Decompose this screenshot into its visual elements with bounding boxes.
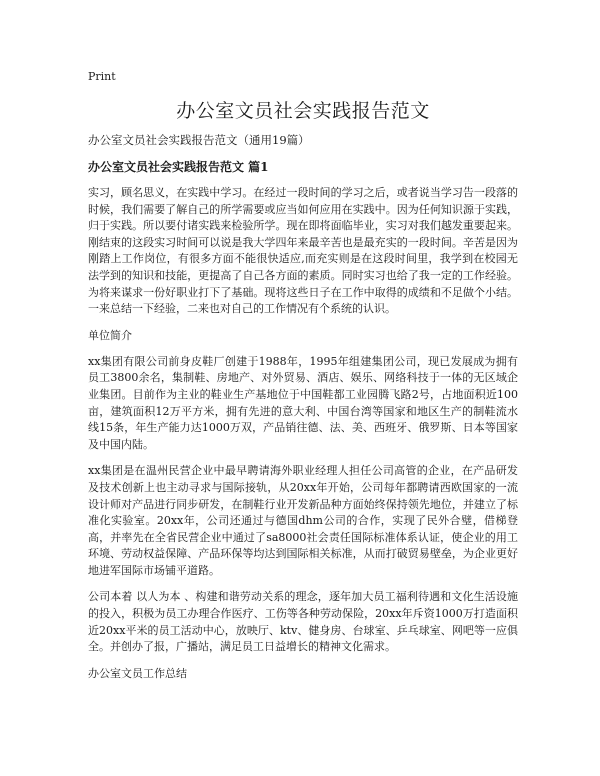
rd-paragraph: xx集团是在温州民营企业中最早聘请海外职业经理人担任公司高管的企业，在产品研发及技术创新上也主动寻求与国际接轨，从20xx年开始，公司每年都聘请西欧国家的一流设计师对产品进行同步研发，在制鞋行业开发新品种方面始终保持领先地位，并建立了标准化实验室。20xx年，公司还通过与德国dhm公司的合作，实现了民外合璧，借梯登高，并率先在全省民营企业中通过了sa8000社会责任国际标准体系认证，使企业的用工环境、劳动权益保障、产品环保等均达到国际相关标准，从而打破贸易壁垒，为企业更好地进军国际市场铺平道路。: [88, 464, 518, 577]
section-heading: 办公室文员社会实践报告范文 篇1: [88, 160, 269, 174]
company-paragraph: xx集团有限公司前身皮鞋厂创建于1988年，1995年组建集团公司，现已发展成为拥有员工3800余名，集制鞋、房地产、对外贸易、酒店、娱乐、网络科技于一体的无区域企业集团。目前作为主业的鞋业生产基地位于中国鞋都工业园腾飞路2号，占地面积近100亩，建筑面积12万平方米，拥有先进的意大利、中国台湾等国家和地区生产的制鞋流水线15条，年生产能力达1000万双，产品销往德、法、美、西班牙、俄罗斯、日本等国家及中国内陆。: [88, 354, 518, 451]
intro-paragraph: 实习，顾名思义，在实践中学习。在经过一段时间的学习之后，或者说当学习告一段落的时候，我们需要了解自己的所学需要或应当如何应用在实践中。因为任何知识源于实践，归于实践。所以要付诸实践来检验所学。现在即将面临毕业，实习对我们越发重要起来。刚结束的这段实习时间可以说是我大学四年来最辛苦也是最充实的一段时间。辛苦是因为刚踏上工作岗位，有很多方面不能很快适应,而充实则是在这段时间里，我学到在校园无法学到的知识和技能，更提高了自己各方面的素质。同时实习也给了我一定的工作经验。为将来谋求一份好职业打下了基础。现将这些日子在工作中取得的成绩和不足做个小结。一来总结一下经验，二来也对自己的工作情况有个系统的认识。: [88, 186, 518, 316]
unit-intro-heading: 单位简介: [88, 328, 132, 342]
document-title: 办公室文员社会实践报告范文: [176, 100, 430, 122]
welfare-paragraph: 公司本着 以人为本 、构建和谐劳动关系的理念，逐年加大员工福利待遇和文化生活设施的投入，积极为员工办理合作医疗、工伤等各种劳动保险，20xx年斥资1000万打造面积近20xx平米的员工活动中心，放映厅、ktv、健身房、台球室、乒乓球室、网吧等一应俱全。并创办了报，广播站，满足员工日益增长的精神文化需求。: [88, 590, 518, 654]
work-summary-heading: 办公室文员工作总结: [88, 666, 187, 680]
document-page: [88, 70, 518, 692]
print-label[interactable]: Print: [88, 70, 116, 83]
document-subtitle: 办公室文员社会实践报告范文（通用19篇）: [88, 133, 310, 147]
